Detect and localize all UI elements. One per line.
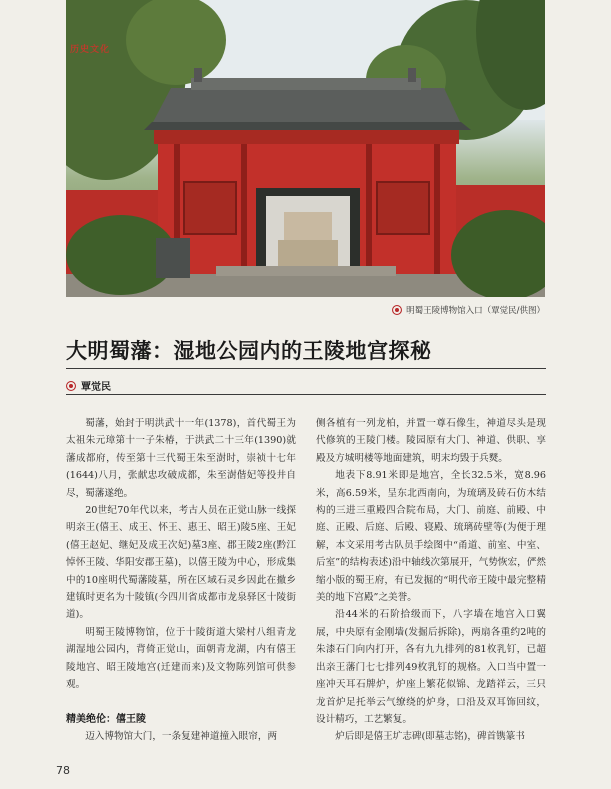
page-number: 78 xyxy=(56,764,70,777)
bullet-dot-icon xyxy=(392,305,402,315)
author-rule-divider xyxy=(66,394,546,395)
paragraph: 沿44米的石阶拾级而下，八字墙在地宫入口翼展，中央原有金刚墙(发掘后拆除)，两扇各重约2吨的朱漆石门向内打开，各有九九排列的81枚乳钉，已超出亲王藩门七七排列49枚乳钉的规格。入口当中置一座冲天耳石牌炉，炉座上繁花似锦、龙踏祥云，三只龙首炉足托举云气缭绕的炉身，口沿及双耳饰回纹，设计精巧，工艺繁复。 xyxy=(316,609,546,725)
photo-caption xyxy=(392,304,545,316)
author-name: 覃觉民 xyxy=(81,382,111,393)
section-tag: 历史文化 xyxy=(70,45,111,55)
paragraph: 炉后即是僖王圹志碑(即墓志铭)，碑首镌篆书 xyxy=(335,731,525,743)
paragraph: 蜀藩，始封于明洪武十一年(1378)，首代蜀王为太祖朱元璋第十一子朱椿，于洪武二十三年(1390)就藩成都府，传至第十三代蜀王朱至澍时，崇祯十七年(1644)八月，张献忠攻破成都，朱至澍偕妃等投井自尽，蜀藩遂绝。 xyxy=(66,418,296,499)
paragraph: 20世纪70年代以来，考古人员在正觉山脉一线探明亲王(僖王、成王、怀王、惠王、昭王)陵5座、王妃(僖王赵妃、继妃及成王次妃)墓3座、郡王陵2座(黔江悼怀王陵、华阳安郡王墓)，以僖王陵为中心，形成集中的10座明代蜀藩陵墓，所在区域石灵乡因此在撤乡建镇时更名为十陵镇(今四川省成都市龙泉驿区十陵街道)。 xyxy=(66,505,296,621)
author-bullet-icon xyxy=(66,381,76,391)
title-rule-divider xyxy=(66,368,546,369)
section-subheading: 精美绝伦：僖王陵 xyxy=(66,713,146,725)
article-title: 大明蜀藩：湿地公园内的王陵地宫探秘 xyxy=(66,339,432,363)
photo-caption-text: 明蜀王陵博物馆入口（覃觉民/供图） xyxy=(406,306,545,316)
author-byline xyxy=(66,378,111,393)
paragraph: 明蜀王陵博物馆，位于十陵街道大梁村八组青龙湖湿地公园内，背倚正觉山，面朝青龙湖，内有僖王陵地宫、昭王陵地宫(迁建而来)及文物陈列馆可供参观。 xyxy=(66,626,296,691)
left-column xyxy=(66,415,296,745)
right-column xyxy=(316,415,546,746)
paragraph: 迈入博物馆大门，一条复建神道撞入眼帘，两 xyxy=(85,730,278,742)
paragraph: 地表下8.91米即是地宫，全长32.5米，宽8.96米，高6.59米，呈东北西南向，为琉璃及砖石仿木结构的三进三重殿四合院布局，大门、前庭、前殿、中庭、正殿、后庭、后殿、寝殿、琉璃砖壁等(为便于理解，本文采用考古队员手绘图中“甬道、前室、中室、后室”的结构表述)沿中轴线次第展开，气势恢宏，俨然缩小版的蜀王府，有已发掘的“明代帝王陵中最完整精美的地下宫殿”之美誉。 xyxy=(316,470,546,604)
paragraph: 侧各植有一列龙柏，并置一尊石像生，神道尽头是现代修筑的王陵门楼。陵园原有大门、神道、供职、享殿及方城明楼等地面建筑，明末均毁于兵燹。 xyxy=(316,418,546,464)
museum-entrance-photo xyxy=(66,0,545,297)
